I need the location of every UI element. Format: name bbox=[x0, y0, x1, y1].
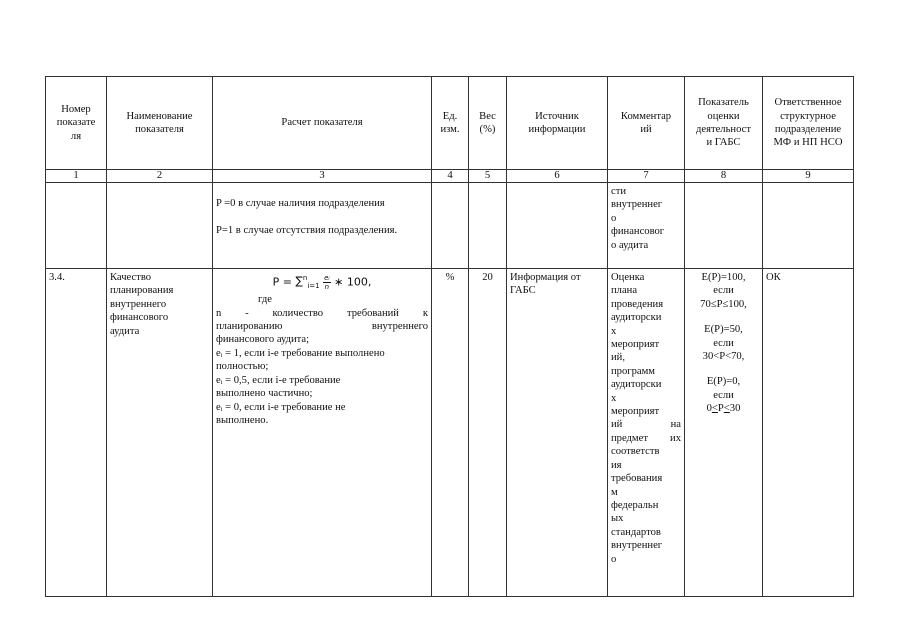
fraction: $\frac{\text{eᵢ}}{n}$ bbox=[324, 274, 330, 292]
continued-comment-cell: сти внутреннег о финансовог о аудита bbox=[608, 183, 685, 269]
calc-line: P =0 в случае наличия подразделения bbox=[216, 198, 385, 209]
indicators-table bbox=[45, 76, 854, 597]
eval-rule: E(P)=0, bbox=[706, 376, 741, 388]
source-cell: Информация от ГАБС bbox=[507, 269, 608, 597]
header-indicator-name: Наименование показателя bbox=[107, 77, 213, 170]
indicator-name: Качество планирования внутреннего финансового аудита bbox=[107, 269, 213, 597]
where-label: где bbox=[258, 294, 272, 306]
cell-empty bbox=[685, 183, 763, 269]
eval-rule: E(P)=50, bbox=[704, 324, 743, 336]
e-definition: eᵢ = 0, если i-е требование не bbox=[216, 401, 346, 413]
eval-rule: E(P)=100, bbox=[701, 272, 746, 283]
column-number: 7 bbox=[608, 170, 685, 183]
column-number: 4 bbox=[432, 170, 469, 183]
row-3-4 bbox=[46, 269, 854, 597]
header-indicator-number: Номер показате ля bbox=[46, 77, 107, 170]
e-definition: eᵢ = 1, если i-е требование выполнено bbox=[216, 347, 385, 359]
column-number: 8 bbox=[685, 170, 763, 183]
column-number: 6 bbox=[507, 170, 608, 183]
header-evaluation: Показатель оценки деятельност и ГАБС bbox=[685, 77, 763, 170]
cell-empty bbox=[107, 183, 213, 269]
calc-line: P=1 в случае отсутствия подразделения. bbox=[216, 225, 398, 237]
continued-calculation-cell bbox=[213, 183, 432, 269]
calculation-cell: P = ∑$^n_{i=1}$ $\frac{\text{eᵢ}}{n}$ ∗ 100, где n - количество требований к планированию внутреннего финансового аудита; eᵢ = 1, если i-е требование выполнено полностью; eᵢ = 0,5, если i-е требование выполнено частично; eᵢ = 0, если i-е требование не выполнено. bbox=[213, 269, 432, 597]
header-source: Источник информации bbox=[507, 77, 608, 170]
header-comment: Комментар ий bbox=[608, 77, 685, 170]
column-number: 9 bbox=[763, 170, 854, 183]
sum-symbol: ∑$^n_{i=1}$ bbox=[295, 274, 320, 290]
cell-empty bbox=[763, 183, 854, 269]
comment-cell: Оценка плана проведения аудиторски х мероприят ий, программ аудиторски х мероприят ий на предмет их соответств ия требования м федеральн ых стандартов внутреннег о bbox=[608, 269, 685, 597]
header-row bbox=[46, 77, 854, 170]
evaluation-cell: E(P)=100, если 70≤P≤100, E(P)=50, если 30<P<70, E(P)=0, если 0<P<30 bbox=[685, 269, 763, 597]
continued-row bbox=[46, 183, 854, 269]
e-definition: eᵢ = 0,5, если i-е требование bbox=[216, 374, 341, 386]
cell-empty bbox=[46, 183, 107, 269]
indicator-number: 3.4. bbox=[46, 269, 107, 597]
unit-value: % bbox=[432, 269, 469, 597]
cell-empty bbox=[507, 183, 608, 269]
column-number: 3 bbox=[213, 170, 432, 183]
header-weight: Вес (%) bbox=[469, 77, 507, 170]
header-calculation: Расчет показателя bbox=[213, 77, 432, 170]
formula: P = ∑$^n_{i=1}$ $\frac{\text{eᵢ}}{n}$ ∗ 100, bbox=[216, 272, 428, 293]
weight-value: 20 bbox=[469, 269, 507, 597]
column-number: 2 bbox=[107, 170, 213, 183]
column-number: 5 bbox=[469, 170, 507, 183]
cell-empty bbox=[432, 183, 469, 269]
n-definition: n - количество требований к bbox=[216, 307, 428, 319]
column-number: 1 bbox=[46, 170, 107, 183]
cell-empty bbox=[469, 183, 507, 269]
responsible-cell: ОК bbox=[763, 269, 854, 597]
header-responsible: Ответственное структурное подразделение МФ и НП НСО bbox=[763, 77, 854, 170]
column-number-row bbox=[46, 170, 854, 183]
header-unit: Ед. изм. bbox=[432, 77, 469, 170]
